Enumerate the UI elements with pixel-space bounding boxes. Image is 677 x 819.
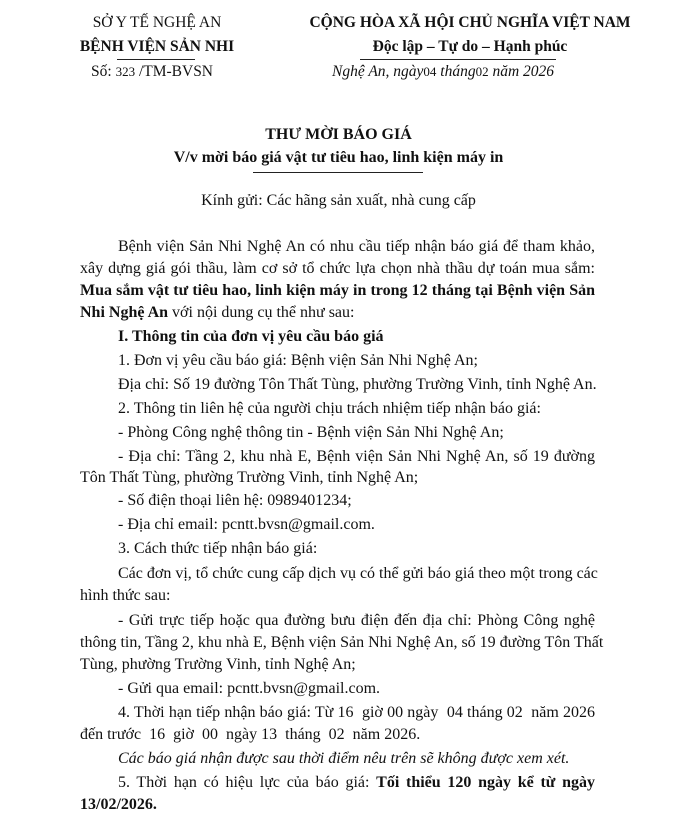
intro-line-3: Mua sắm vật tư tiêu hao, linh kiện máy in trong 12 tháng tại Bệnh viện Sản bbox=[80, 282, 595, 299]
motto: Độc lập – Tự do – Hạnh phúc bbox=[372, 38, 568, 55]
letter-title: THƯ MỜI BÁO GIÁ bbox=[265, 126, 412, 143]
day-value: 04 bbox=[423, 64, 437, 79]
number-value: 323 bbox=[115, 64, 136, 79]
email: - Địa chỉ email: pcntt.bvsn@gmail.com. bbox=[118, 516, 375, 533]
recipient: Kính gửi: Các hãng sản xuất, nhà cung cấp bbox=[201, 192, 476, 209]
direct-line-2: thông tin, Tầng 2, khu nhà E, Bệnh viện Sản Nhi Nghệ An, số 19 đường Tôn Thất bbox=[80, 634, 604, 651]
document-number bbox=[91, 63, 213, 81]
item-3: 3. Cách thức tiếp nhận báo giá: bbox=[118, 540, 318, 557]
section-1-heading: I. Thông tin của đơn vị yêu cầu báo giá bbox=[118, 328, 384, 345]
direct-line-3: Tùng, phường Trường Vinh, tỉnh Nghệ An; bbox=[80, 656, 356, 673]
item-1: 1. Đơn vị yêu cầu báo giá: Bệnh viện Sản Nhi Nghệ An; bbox=[118, 352, 478, 369]
nation-name: CỘNG HÒA XÃ HỘI CHỦ NGHĨA VIỆT NAM bbox=[309, 14, 631, 31]
letter-subject: V/v mời báo giá vật tư tiêu hao, linh kiện máy in bbox=[173, 149, 504, 166]
item-5-line-1 bbox=[118, 772, 595, 794]
item-5-bold: Tối thiểu 120 ngày kể từ ngày bbox=[376, 774, 596, 791]
intro-line-2: xây dựng giá gói thầu, làm cơ sở tổ chức lựa chọn nhà thầu dự toán mua sắm: bbox=[80, 260, 595, 277]
year-label: năm 2026 bbox=[492, 63, 555, 80]
place-date-prefix: Nghệ An, ngày bbox=[332, 63, 424, 80]
intro-bold-end: Nhi Nghệ An bbox=[80, 304, 169, 321]
direct-line-1: - Gửi trực tiếp hoặc qua đường bưu điện đến địa chỉ: Phòng Công nghệ bbox=[118, 612, 595, 629]
address: Địa chỉ: Số 19 đường Tôn Thất Tùng, phường Trường Vinh, tỉnh Nghệ An. bbox=[118, 376, 597, 393]
number-suffix: /TM-BVSN bbox=[138, 63, 214, 80]
agency-name: SỞ Y TẾ NGHỆ AN bbox=[92, 14, 222, 31]
department: - Phòng Công nghệ thông tin - Bệnh viện Sản Nhi Nghệ An; bbox=[118, 424, 504, 441]
method-line-1: Các đơn vị, tổ chức cung cấp dịch vụ có thể gửi báo giá theo một trong các bbox=[118, 565, 598, 582]
item-4-line-2: đến trước 16 giờ 00 ngày 13 tháng 02 năm 2026. bbox=[80, 726, 421, 743]
method-line-2: hình thức sau: bbox=[80, 587, 171, 604]
item-5-line-2: 13/02/2026. bbox=[80, 796, 157, 813]
department-address-2: Tôn Thất Tùng, phường Trường Vinh, tỉnh Nghệ An; bbox=[80, 469, 419, 486]
intro-line-1: Bệnh viện Sản Nhi Nghệ An có nhu cầu tiếp nhận báo giá để tham khảo, bbox=[118, 238, 595, 255]
item-5-label: 5. Thời hạn có hiệu lực của báo giá: bbox=[118, 774, 377, 791]
intro-rest: với nội dung cụ thể như sau: bbox=[168, 304, 355, 321]
hospital-underline bbox=[117, 59, 195, 60]
hospital-name: BỆNH VIỆN SẢN NHI bbox=[79, 38, 235, 55]
department-address-1: - Địa chỉ: Tầng 2, khu nhà E, Bệnh viện Sản Nhi Nghệ An, số 19 đường bbox=[118, 448, 595, 465]
month-value: 02 bbox=[475, 64, 489, 79]
subject-underline bbox=[253, 172, 423, 173]
number-prefix: Số: bbox=[91, 63, 112, 80]
item-4-line-1: 4. Thời hạn tiếp nhận báo giá: Từ 16 giờ 00 ngày 04 tháng 02 năm 2026 bbox=[118, 704, 595, 721]
late-note: Các báo giá nhận được sau thời điểm nêu trên sẽ không được xem xét. bbox=[118, 750, 570, 767]
place-date bbox=[332, 63, 554, 81]
item-2: 2. Thông tin liên hệ của người chịu trách nhiệm tiếp nhận báo giá: bbox=[118, 400, 541, 417]
phone: - Số điện thoại liên hệ: 0989401234; bbox=[118, 492, 352, 509]
intro-line-4 bbox=[80, 302, 354, 324]
month-label: tháng bbox=[440, 63, 476, 80]
via-email: - Gửi qua email: pcntt.bvsn@gmail.com. bbox=[118, 680, 381, 697]
motto-underline bbox=[360, 59, 556, 60]
